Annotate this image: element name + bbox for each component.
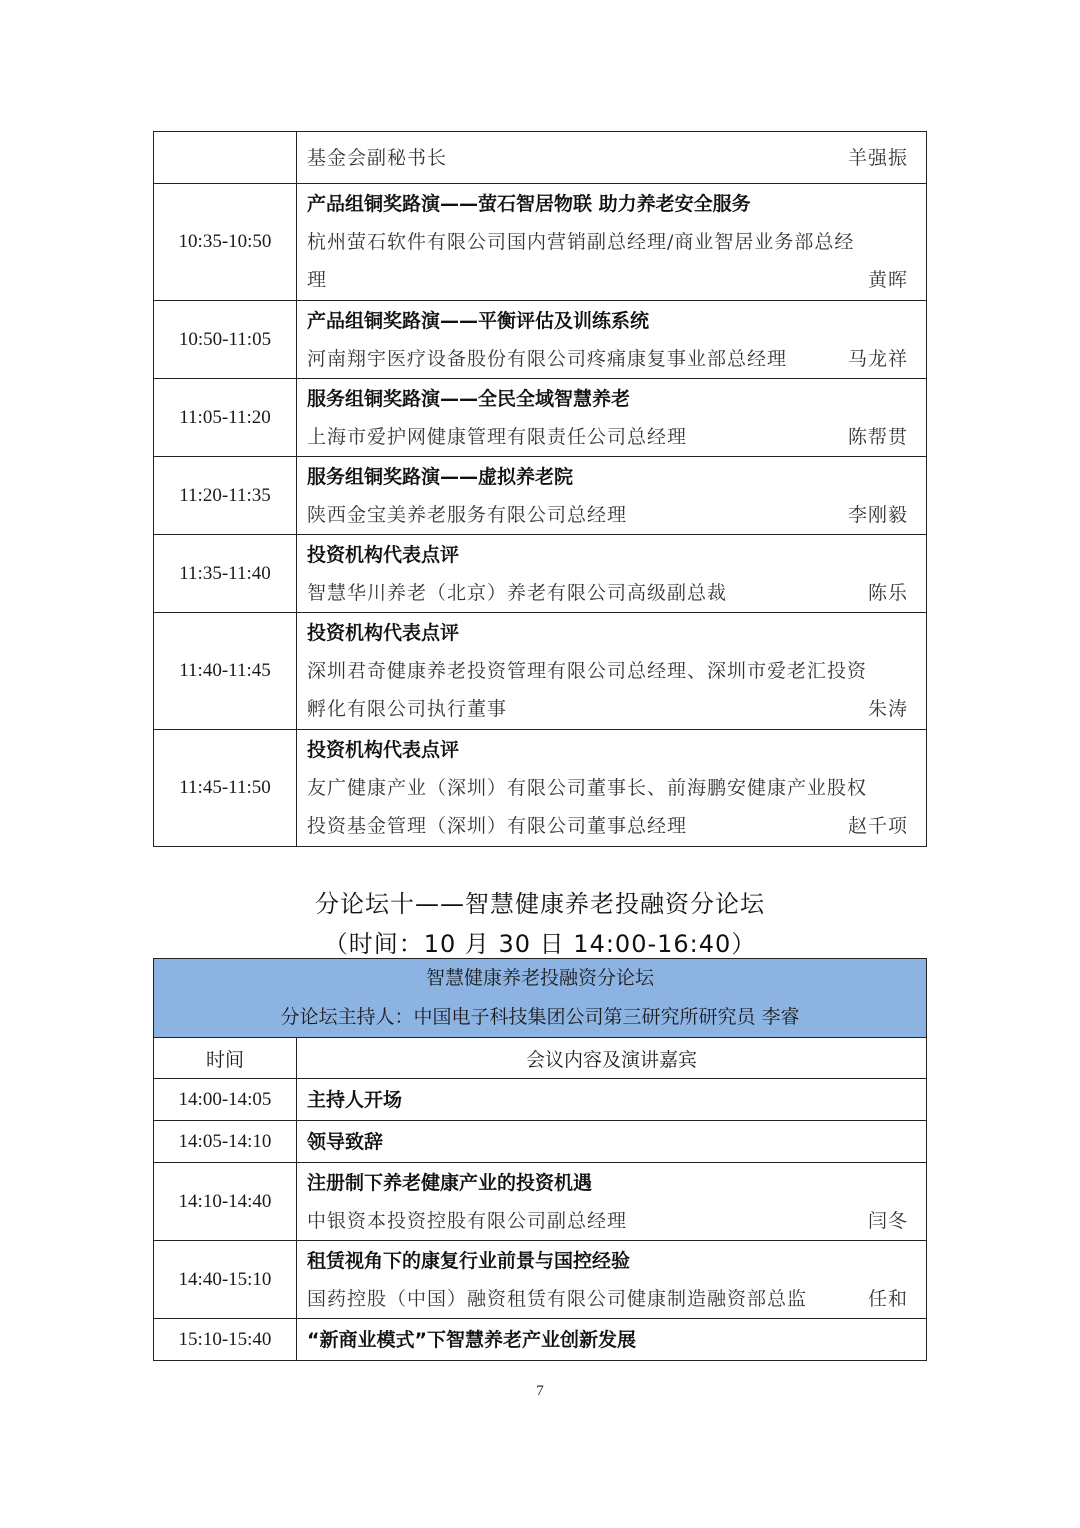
speaker-name: 陈帮贯 <box>847 425 908 448</box>
forum-header-host: 分论坛主持人：中国电子科技集团公司第三研究所研究员 李睿 <box>280 1006 800 1028</box>
schedule-row <box>154 730 927 847</box>
content-cell <box>297 1079 927 1121</box>
time-cell: 10:50-11:05 <box>154 301 297 379</box>
schedule-row <box>154 535 927 613</box>
content-cell <box>297 1121 927 1163</box>
content-cell <box>297 132 927 184</box>
content-cell <box>297 379 927 457</box>
speaker-name: 闫冬 <box>867 1209 908 1232</box>
speaker-line <box>307 496 916 534</box>
speaker-name: 朱涛 <box>867 698 908 720</box>
speaker-affiliation: 基金会副秘书长 <box>307 146 448 169</box>
speaker-line <box>307 261 916 299</box>
speaker-affiliation: 友广健康产业（深圳）有限公司董事长、前海鹏安健康产业股权 <box>307 777 868 799</box>
speaker-line <box>307 223 916 261</box>
speaker-line <box>307 807 916 845</box>
speaker-line <box>307 139 916 177</box>
speaker-affiliation: 深圳君奇健康养老投资管理有限公司总经理、深圳市爱老汇投资 <box>307 660 868 682</box>
page-number: 7 <box>536 1383 544 1399</box>
speaker-affiliation: 孵化有限公司执行董事 <box>307 698 508 720</box>
time-cell: 11:45-11:50 <box>154 730 297 847</box>
session-title: 主持人开场 <box>307 1088 403 1111</box>
session-title: 服务组铜奖路演——虚拟养老院 <box>307 465 574 488</box>
session-title: 投资机构代表点评 <box>307 543 460 566</box>
schedule-row <box>154 379 927 457</box>
forum-header-title: 智慧健康养老投融资分论坛 <box>425 967 654 989</box>
content-cell <box>297 613 927 730</box>
schedule-row <box>154 1241 927 1319</box>
schedule-row <box>154 1319 927 1361</box>
forum-title: 分论坛十——智慧健康养老投融资分论坛 <box>315 890 765 918</box>
speaker-name: 任和 <box>867 1287 908 1310</box>
schedule-row <box>154 457 927 535</box>
schedule-table-2 <box>153 958 927 1361</box>
forum-time: （时间：10 月 30 日 14:00-16:40） <box>323 930 757 958</box>
column-header-time: 时间 <box>154 1038 297 1079</box>
forum-header-row <box>154 959 927 1038</box>
content-cell <box>297 457 927 535</box>
speaker-line <box>307 690 916 728</box>
session-title: 投资机构代表点评 <box>307 739 460 761</box>
schedule-row <box>154 613 927 730</box>
session-title: “新商业模式”下智慧养老产业创新发展 <box>307 1328 636 1351</box>
schedule-row <box>154 184 927 301</box>
time-cell: 14:00-14:05 <box>154 1079 297 1121</box>
speaker-affiliation: 理 <box>307 269 328 291</box>
speaker-name: 羊强振 <box>847 146 908 169</box>
content-cell <box>297 1241 927 1319</box>
speaker-affiliation: 国药控股（中国）融资租赁有限公司健康制造融资部总监 <box>307 1287 808 1310</box>
speaker-line <box>307 1280 916 1318</box>
time-cell: 11:35-11:40 <box>154 535 297 613</box>
speaker-line <box>307 418 916 456</box>
content-cell <box>297 184 927 301</box>
speaker-line <box>307 1202 916 1240</box>
speaker-affiliation: 上海市爱护网健康管理有限责任公司总经理 <box>307 425 688 448</box>
speaker-line <box>307 574 916 612</box>
schedule-row <box>154 132 927 184</box>
speaker-line <box>307 769 916 807</box>
content-cell <box>297 1319 927 1361</box>
content-cell <box>297 1163 927 1241</box>
speaker-affiliation: 陕西金宝美养老服务有限公司总经理 <box>307 503 628 526</box>
column-header-row <box>154 1038 927 1079</box>
time-cell <box>154 132 297 184</box>
speaker-name: 赵千项 <box>847 815 908 837</box>
session-title: 租赁视角下的康复行业前景与国控经验 <box>307 1249 631 1272</box>
time-cell: 14:40-15:10 <box>154 1241 297 1319</box>
speaker-name: 陈乐 <box>867 581 908 604</box>
session-title: 产品组铜奖路演——平衡评估及训练系统 <box>307 309 650 332</box>
speaker-affiliation: 投资基金管理（深圳）有限公司董事总经理 <box>307 815 688 837</box>
session-title: 服务组铜奖路演——全民全域智慧养老 <box>307 387 631 410</box>
schedule-row <box>154 1163 927 1241</box>
speaker-line <box>307 652 916 690</box>
speaker-affiliation: 杭州萤石软件有限公司国内营销副总经理/商业智居业务部总经 <box>307 231 855 253</box>
schedule-row <box>154 301 927 379</box>
session-title: 注册制下养老健康产业的投资机遇 <box>307 1171 593 1194</box>
session-title: 产品组铜奖路演——萤石智居物联 助力养老安全服务 <box>307 193 751 215</box>
forum-header <box>154 959 927 1038</box>
speaker-name: 马龙祥 <box>847 347 908 370</box>
content-cell <box>297 301 927 379</box>
column-header-content: 会议内容及演讲嘉宾 <box>297 1038 927 1079</box>
content-cell <box>297 730 927 847</box>
time-cell: 11:40-11:45 <box>154 613 297 730</box>
schedule-row <box>154 1121 927 1163</box>
schedule-table-1 <box>153 131 927 847</box>
time-cell: 11:05-11:20 <box>154 379 297 457</box>
time-cell: 10:35-10:50 <box>154 184 297 301</box>
speaker-line <box>307 340 916 378</box>
speaker-name: 李刚毅 <box>847 503 908 526</box>
session-title: 投资机构代表点评 <box>307 622 460 644</box>
time-cell: 14:05-14:10 <box>154 1121 297 1163</box>
schedule-row <box>154 1079 927 1121</box>
time-cell: 14:10-14:40 <box>154 1163 297 1241</box>
speaker-affiliation: 中银资本投资控股有限公司副总经理 <box>307 1209 628 1232</box>
content-cell <box>297 535 927 613</box>
time-cell: 11:20-11:35 <box>154 457 297 535</box>
speaker-affiliation: 河南翔宇医疗设备股份有限公司疼痛康复事业部总经理 <box>307 347 788 370</box>
session-title: 领导致辞 <box>307 1130 384 1153</box>
speaker-affiliation: 智慧华川养老（北京）养老有限公司高级副总裁 <box>307 581 728 604</box>
time-cell: 15:10-15:40 <box>154 1319 297 1361</box>
speaker-name: 黄晖 <box>867 269 908 291</box>
